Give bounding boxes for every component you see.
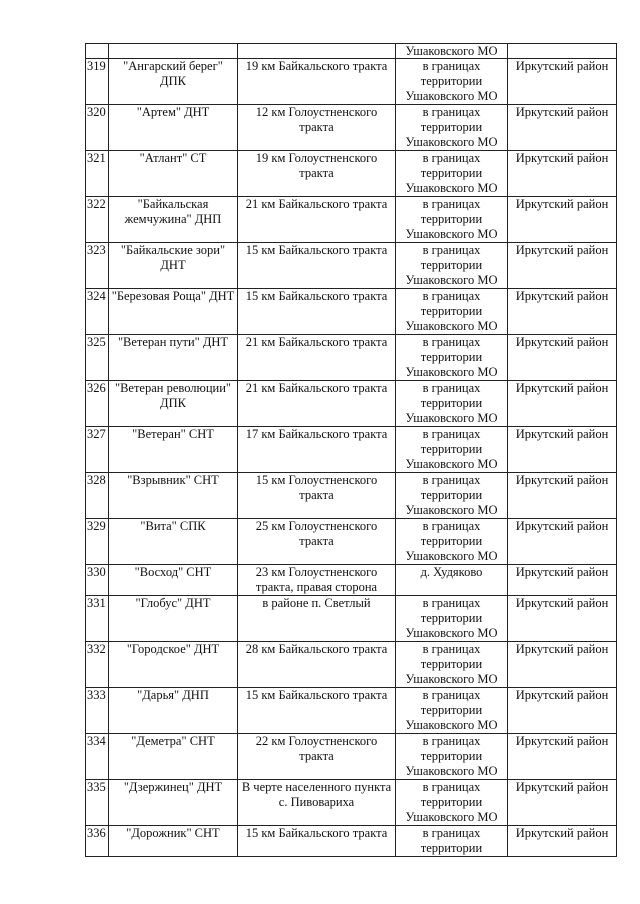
cell-territory: в границах территории Ушаковского МО [396,289,508,335]
cell-territory: в границах территории Ушаковского МО [396,105,508,151]
cell-number: 332 [86,642,109,688]
cell-location: 17 км Байкальского тракта [238,427,396,473]
cell-territory: в границах территории Ушаковского МО [396,427,508,473]
cell-number: 319 [86,59,109,105]
cell-number: 327 [86,427,109,473]
cell-number: 323 [86,243,109,289]
cell-number: 333 [86,688,109,734]
cell-territory: в границах территории Ушаковского МО [396,197,508,243]
cell-name: "Восход" СНТ [109,565,238,596]
cell-number: 320 [86,105,109,151]
cell-name: "Дзержинец" ДНТ [109,780,238,826]
cell-district: Иркутский район [508,826,617,857]
table-row [86,243,617,289]
cell-location: 28 км Байкальского тракта [238,642,396,688]
cell-name: "Глобус" ДНТ [109,596,238,642]
cell-territory: в границах территории Ушаковского МО [396,688,508,734]
cell-location: в районе п. Светлый [238,596,396,642]
cell-district: Иркутский район [508,780,617,826]
cell-territory: д. Худяково [396,565,508,596]
cell-district [508,44,617,59]
cell-name: "Байкальская жемчужина" ДНП [109,197,238,243]
cell-name: "Ветеран" СНТ [109,427,238,473]
cell-location: 19 км Голоустненского тракта [238,151,396,197]
cell-territory: в границах территории Ушаковского МО [396,335,508,381]
cell-name: "Городское" ДНТ [109,642,238,688]
table-row [86,734,617,780]
registry-table [85,43,617,857]
cell-location: 22 км Голоустненского тракта [238,734,396,780]
table-row [86,335,617,381]
cell-number: 324 [86,289,109,335]
table-row [86,427,617,473]
cell-name: "Ангарский берег" ДПК [109,59,238,105]
cell-district: Иркутский район [508,335,617,381]
cell-district: Иркутский район [508,289,617,335]
cell-district: Иркутский район [508,197,617,243]
cell-number [86,44,109,59]
cell-number: 325 [86,335,109,381]
cell-location: 19 км Байкальского тракта [238,59,396,105]
table-row [86,565,617,596]
cell-district: Иркутский район [508,105,617,151]
cell-name: "Дорожник" СНТ [109,826,238,857]
cell-district: Иркутский район [508,381,617,427]
cell-territory: в границах территории Ушаковского МО [396,780,508,826]
table-row [86,197,617,243]
cell-name: "Артем" ДНТ [109,105,238,151]
table-row [86,59,617,105]
cell-number: 334 [86,734,109,780]
cell-district: Иркутский район [508,565,617,596]
cell-location: 21 км Байкальского тракта [238,381,396,427]
cell-number: 330 [86,565,109,596]
cell-location: 23 км Голоустненского тракта, правая сторона [238,565,396,596]
cell-territory: в границах территории Ушаковского МО [396,473,508,519]
cell-district: Иркутский район [508,151,617,197]
cell-name [109,44,238,59]
cell-district: Иркутский район [508,427,617,473]
cell-territory: в границах территории Ушаковского МО [396,596,508,642]
cell-number: 322 [86,197,109,243]
cell-number: 336 [86,826,109,857]
table-row [86,642,617,688]
cell-district: Иркутский район [508,473,617,519]
cell-district: Иркутский район [508,596,617,642]
cell-territory: в границах территории Ушаковского МО [396,59,508,105]
cell-territory: в границах территории [396,826,508,857]
cell-territory: в границах территории Ушаковского МО [396,642,508,688]
cell-number: 326 [86,381,109,427]
table-row [86,826,617,857]
cell-number: 335 [86,780,109,826]
table-row-continuation [86,44,617,59]
cell-name: "Байкальские зори" ДНТ [109,243,238,289]
cell-location: 15 км Байкальского тракта [238,688,396,734]
cell-district: Иркутский район [508,59,617,105]
cell-territory: Ушаковского МО [396,44,508,59]
cell-location: 15 км Байкальского тракта [238,243,396,289]
cell-territory: в границах территории Ушаковского МО [396,243,508,289]
cell-name: "Дарья" ДНП [109,688,238,734]
table-row [86,780,617,826]
cell-name: "Ветеран революции" ДПК [109,381,238,427]
cell-name: "Ветеран пути" ДНТ [109,335,238,381]
cell-number: 321 [86,151,109,197]
cell-territory: в границах территории Ушаковского МО [396,519,508,565]
cell-territory: в границах территории Ушаковского МО [396,734,508,780]
cell-location: В черте населенного пункта с. Пивовариха [238,780,396,826]
table-row [86,473,617,519]
cell-location: 21 км Байкальского тракта [238,335,396,381]
table-row [86,688,617,734]
cell-district: Иркутский район [508,243,617,289]
cell-territory: в границах территории Ушаковского МО [396,151,508,197]
cell-district: Иркутский район [508,734,617,780]
table-row [86,289,617,335]
cell-location: 25 км Голоустненского тракта [238,519,396,565]
cell-location: 15 км Голоустненского тракта [238,473,396,519]
cell-location [238,44,396,59]
cell-location: 15 км Байкальского тракта [238,826,396,857]
table-row [86,151,617,197]
cell-district: Иркутский район [508,519,617,565]
cell-name: "Атлант" СТ [109,151,238,197]
cell-name: "Вита" СПК [109,519,238,565]
cell-district: Иркутский район [508,688,617,734]
cell-number: 331 [86,596,109,642]
cell-territory: в границах территории Ушаковского МО [396,381,508,427]
cell-number: 328 [86,473,109,519]
cell-number: 329 [86,519,109,565]
table-row [86,519,617,565]
cell-location: 21 км Байкальского тракта [238,197,396,243]
table-row [86,105,617,151]
table-row [86,381,617,427]
cell-location: 12 км Голоустненского тракта [238,105,396,151]
table-row [86,596,617,642]
cell-district: Иркутский район [508,642,617,688]
cell-name: "Березовая Роща" ДНТ [109,289,238,335]
cell-name: "Взрывник" СНТ [109,473,238,519]
cell-location: 15 км Байкальского тракта [238,289,396,335]
cell-name: "Деметра" СНТ [109,734,238,780]
